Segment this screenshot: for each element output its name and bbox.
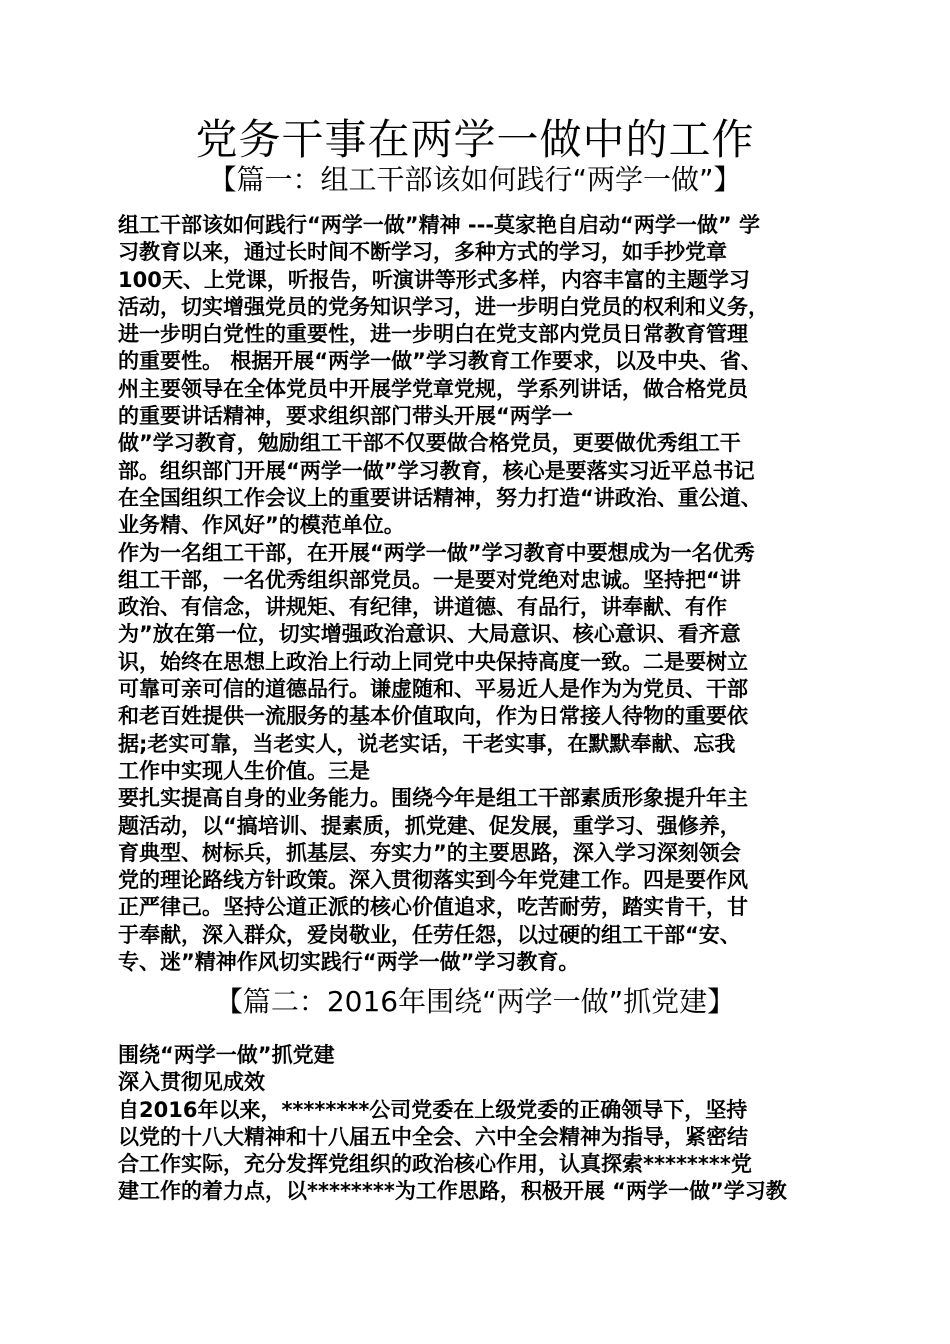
text-line: 组工干部该如何践行“两学一做”精神 ---莫家艳自启动“两学一做” 学 <box>118 213 760 237</box>
text-line: 正严律己。坚持公道正派的核心价值追求，吃苦耐劳，踏实肯干，甘 <box>118 895 748 920</box>
section-heading-1: 【篇一：组工干部该如何践行“两学一做”】 <box>208 163 742 196</box>
text-line: 做”学习教育，勉励组工干部不仅要做合格党员，更要做优秀组工干 <box>118 431 741 456</box>
text-line: 育典型、树标兵，抓基层、夯实力”的主要思路，深入学习深刻领会 <box>118 840 741 865</box>
text-line: 活动，切实增强党员的党务知识学习，进一步明白党员的权利和义务， <box>118 294 769 319</box>
text-line: 和老百姓提供一流服务的基本价值取向，作为日常接人待物的重要依 <box>118 704 748 729</box>
text-line: 题活动，以“搞培训、提素质，抓党建、促发展，重学习、强修养， <box>118 813 741 838</box>
text-line: 在全国组织工作会议上的重要讲话精神，努力打造“讲政治、重公道、 <box>118 485 762 510</box>
text-line: 合工作实际，充分发挥党组织的政治核心作用，认真探索********党 <box>118 1152 752 1177</box>
text-line: 的重要讲话精神，要求组织部门带头开展“两学一 <box>118 404 573 429</box>
text-line: 以党的十八大精神和十八届五中全会、六中全会精神为指导，紧密结 <box>118 1124 748 1149</box>
text-line: 部。组织部门开展“两学一做”学习教育，核心是要落实习近平总书记 <box>118 458 755 483</box>
section-body-2 <box>118 1042 846 1206</box>
text-line: 习教育以来，通过长时间不断学习，多种方式的学习，如手抄党章 <box>118 240 727 265</box>
text-line: 工作中实现人生价值。三是 <box>118 758 370 783</box>
text-line: 专、迷”精神作风切实践行“两学一做”学习教育。 <box>118 950 580 975</box>
text-line: 可靠可亲可信的道德品行。谦虚随和、平易近人是作为为党员、干部 <box>118 677 748 702</box>
text-line: 要扎实提高自身的业务能力。围绕今年是组工干部素质形象提升年主 <box>118 786 748 811</box>
text-line: 党的理论路线方针政策。深入贯彻落实到今年党建工作。四是要作风 <box>118 868 748 893</box>
text-line: 作为一名组工干部，在开展“两学一做”学习教育中要想成为一名优秀 <box>118 540 755 565</box>
text-line: 识，始终在思想上政治上行动上同党中央保持高度一致。二是要树立 <box>118 649 748 674</box>
text-line: 100天、上党课，听报告，听演讲等形式多样，内容丰富的主题学习 <box>118 267 750 292</box>
document-title: 党务干事在两学一做中的工作 <box>195 115 755 164</box>
text-line: 进一步明白党性的重要性，进一步明白在党支部内党员日常教育管理 <box>118 322 748 347</box>
section-heading-2: 【篇二：2016年围绕“两学一做”抓党建】 <box>214 985 736 1018</box>
text-line: 政治、有信念，讲规矩、有纪律，讲道德、有品行，讲奉献、有作 <box>118 595 727 620</box>
text-line: 为”放在第一位，切实增强政治意识、大局意识、核心意识、看齐意 <box>118 622 741 647</box>
text-line: 的重要性。 根据开展“两学一做”学习教育工作要求，以及中央、省、 <box>118 349 762 374</box>
text-line: 建工作的着力点，以********为工作思路，积极开展 “两学一做”学习教 <box>118 1179 787 1204</box>
text-line: 州主要领导在全体党员中开展学党章党规，学系列讲话，做合格党员 <box>118 376 748 401</box>
text-line: 于奉献，深入群众，爱岗敬业，任劳任怨，以过硬的组工干部“安、 <box>118 922 741 947</box>
text-line: 自2016年以来，********公司党委在上级党委的正确领导下，坚持 <box>118 1097 748 1122</box>
text-line: 业务精、作风好”的模范单位。 <box>118 513 405 538</box>
text-line: 深入贯彻见成效 <box>118 1070 265 1095</box>
section-body-1 <box>118 212 846 976</box>
text-line: 据;老实可靠，当老实人，说老实话，干老实事，在默默奉献、忘我 <box>118 731 736 756</box>
text-line: 组工干部，一名优秀组织部党员。一是要对党绝对忠诚。坚持把“讲 <box>118 567 741 592</box>
text-line: 围绕“两学一做”抓党建 <box>118 1043 335 1067</box>
